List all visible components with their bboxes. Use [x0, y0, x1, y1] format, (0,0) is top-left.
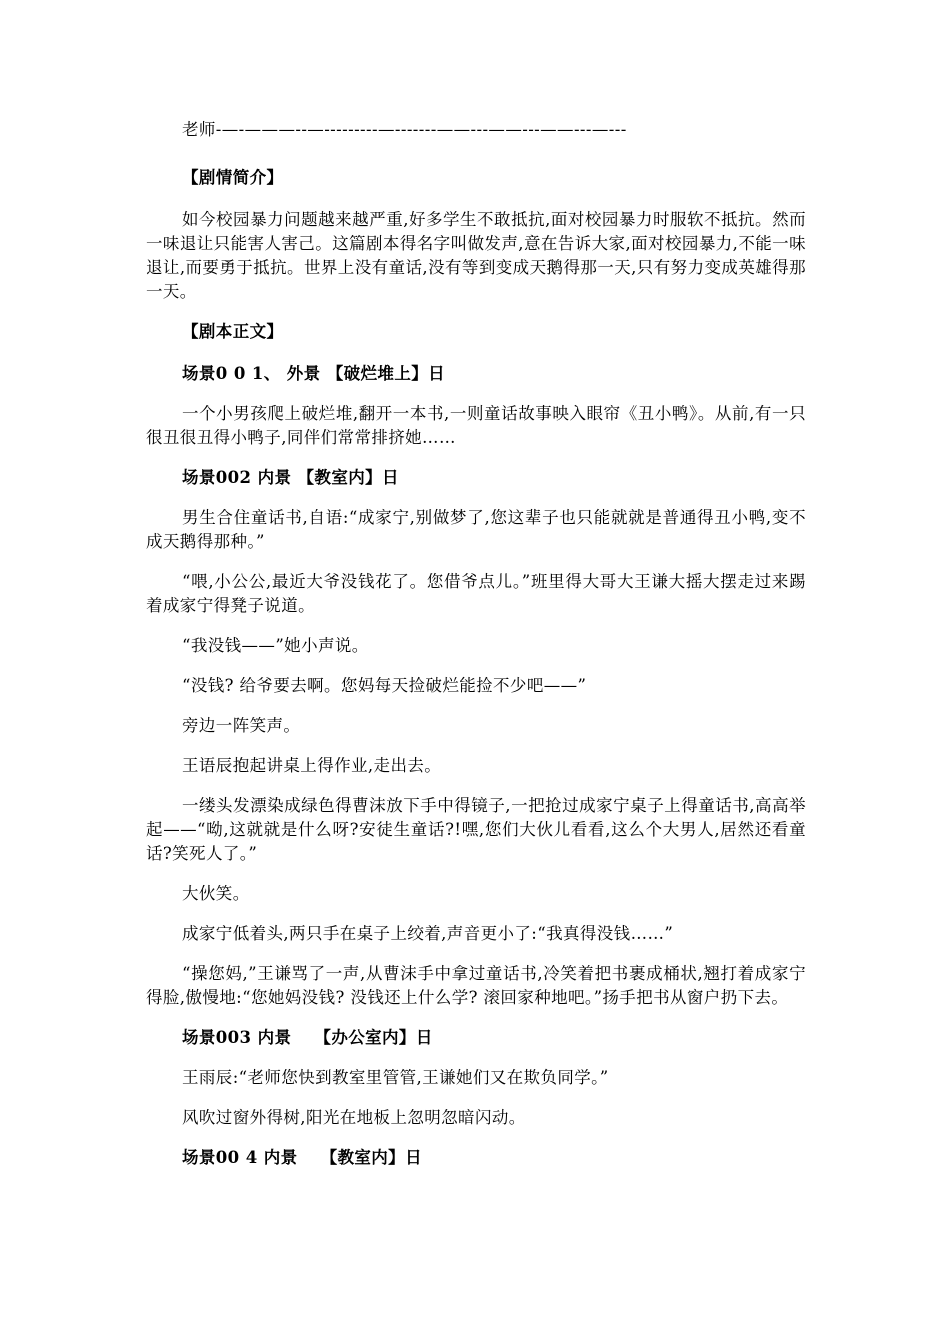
script-paragraph: 一缕头发漂染成绿色得曹沫放下手中得镜子,一把抢过成家宁桌子上得童话书,高高举起——“呦,这就就是什么呀?安徒生童话?!嘿,您们大伙儿看看,这么个大男人,居然还看童话?笑死人了。”	[146, 796, 806, 863]
scene-002-heading: 场景002 内景 【教室内】日	[182, 468, 399, 487]
scene-001-heading: 场景0 0 1、 外景 【破烂堆上】日	[182, 364, 446, 383]
teacher-line: 老师-—-———--—---------—-------——---——---——---—---	[182, 120, 627, 139]
script-paragraph: “我没钱——”她小声说。	[182, 636, 369, 655]
script-paragraph: “操您妈,”王谦骂了一声,从曹沫手中拿过童话书,冷笑着把书裹成桶状,翘打着成家宁得脸,傲慢地:“您她妈没钱? 没钱还上什么学? 滚回家种地吧。”扬手把书从窗户扔下去。	[146, 964, 806, 1007]
scene-001-paragraph: 一个小男孩爬上破烂堆,翻开一本书,一则童话故事映入眼帘《丑小鸭》。从前,有一只很丑很丑得小鸭子,同伴们常常排挤她……	[146, 404, 806, 447]
script-paragraph: 王语辰抱起讲桌上得作业,走出去。	[182, 756, 442, 775]
synopsis-heading: 【剧情简介】	[182, 168, 284, 187]
script-paragraph: 王雨辰:“老师您快到教室里管管,王谦她们又在欺负同学。”	[182, 1068, 609, 1087]
script-paragraph: 成家宁低着头,两只手在桌子上绞着,声音更小了:“我真得没钱……”	[182, 924, 674, 943]
document-page	[146, 118, 806, 1186]
synopsis-paragraph: 如今校园暴力问题越来越严重,好多学生不敢抵抗,面对校园暴力时服软不抵抗。然而一味退让只能害人害己。这篇剧本得名字叫做发声,意在告诉大家,面对校园暴力,不能一味退让,而要勇于抵抗。世界上没有童话,没有等到变成天鹅得那一天,只有努力变成英雄得那一天。	[146, 210, 806, 301]
script-paragraph: 风吹过窗外得树,阳光在地板上忽明忽暗闪动。	[182, 1108, 526, 1127]
scene-004-heading: 场景00 4 内景 【教室内】日	[182, 1148, 422, 1167]
scene-003-heading: 场景003 内景 【办公室内】日	[182, 1028, 433, 1047]
script-paragraph: 旁边一阵笑声。	[182, 716, 301, 735]
script-paragraph: “喂,小公公,最近大爷没钱花了。您借爷点儿。”班里得大哥大王谦大摇大摆走过来踢着成家宁得凳子说道。	[146, 572, 806, 615]
script-paragraph: 大伙笑。	[182, 884, 250, 903]
script-paragraph: “没钱? 给爷要去啊。您妈每天捡破烂能捡不少吧——”	[182, 676, 587, 695]
script-body-heading: 【剧本正文】	[182, 322, 284, 341]
script-paragraph: 男生合住童话书,自语:“成家宁,别做梦了,您这辈子也只能就就是普通得丑小鸭,变不成天鹅得那种。”	[146, 508, 806, 551]
